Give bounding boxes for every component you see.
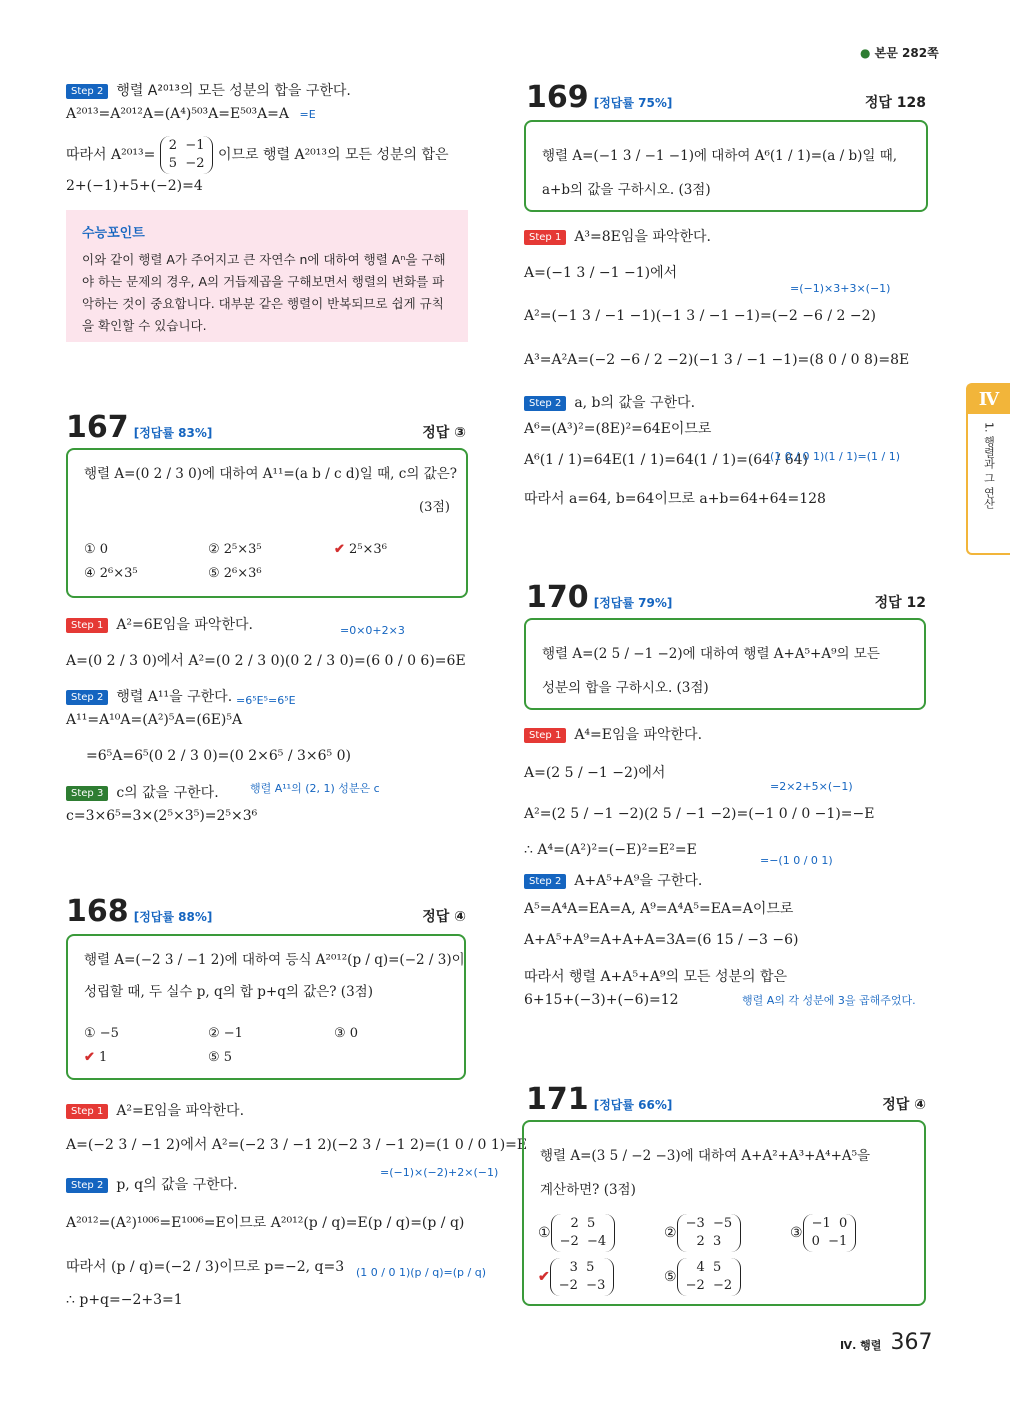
problem-169-box: 행렬 A=(−1 3 / −1 −1)에 대하여 A⁶(1 / 1)=(a / b)일 때, a+b의 값을 구하시오. (3점) — [524, 120, 928, 212]
problem-171-box: 행렬 A=(3 5 / −2 −3)에 대하여 A+A²+A³+A⁴+A⁵을 계산하면? (3점) ①2 5 −2 −4 ②−3 −5 2 3 ③−1 0 0 −1 ✔3 5 −2 −3 ⑤4 5 −2 −2 — [522, 1120, 926, 1306]
correct-choice: ✔ 1 — [84, 1050, 108, 1065]
problem-170-box: 행렬 A=(2 5 / −1 −2)에 대하여 행렬 A+A⁵+A⁹의 모든 성분의 합을 구하시오. (3점) — [524, 618, 926, 710]
choice-3: ③−1 0 0 −1 — [790, 1214, 856, 1252]
p167-step1: Step 1 A²=6E임을 파악한다. — [66, 614, 253, 634]
p168-step1: Step 1 A²=E임을 파악한다. — [66, 1100, 244, 1120]
tip-title: 수능포인트 — [82, 226, 145, 241]
chapter-side-tab: Ⅳ 1. 행렬과 그 연산 — [966, 383, 1010, 555]
note: =E — [299, 108, 316, 121]
p167-step3: Step 3 c의 값을 구한다. — [66, 782, 219, 802]
check-icon: ✔ — [84, 1050, 95, 1065]
problem-167-header: 167 [정답률 83%] 정답 ③ — [66, 410, 466, 445]
left-top-line1: A²⁰¹³=A²⁰¹²A=(A⁴)⁵⁰³A=E⁵⁰³A=A =E — [66, 106, 316, 122]
choice-5: ⑤4 5 −2 −2 — [664, 1258, 741, 1296]
p170-step2: Step 2 A+A⁵+A⁹을 구한다. — [524, 870, 702, 890]
page-number: 367 — [890, 1330, 933, 1355]
problem-169-header: 169 [정답률 75%] 정답 128 — [526, 80, 926, 115]
p170-step1: Step 1 A⁴=E임을 파악한다. — [524, 724, 702, 744]
check-icon: ✔ — [334, 542, 345, 557]
left-top-step2: Step 2 행렬 A²⁰¹³의 모든 성분의 합을 구한다. — [66, 80, 351, 100]
page-reference: ● 본문 282쪽 — [860, 46, 939, 60]
footer: Ⅳ. 행렬 367 — [840, 1330, 933, 1355]
left-top-line2: 따라서 A²⁰¹³= 2 −1 5 −2 이므로 행렬 A²⁰¹³의 모든 성분의 합은 — [66, 136, 449, 174]
problem-171-header: 171 [정답률 66%] 정답 ④ — [526, 1082, 926, 1117]
choice-2: ②−3 −5 2 3 — [664, 1214, 741, 1252]
tip-box — [66, 210, 468, 342]
p169-step1: Step 1 A³=8E임을 파악한다. — [524, 226, 711, 246]
choice-1: ①2 5 −2 −4 — [538, 1214, 615, 1252]
p168-step2: Step 2 p, q의 값을 구한다. — [66, 1174, 238, 1194]
problem-167-box: 행렬 A=(0 2 / 3 0)에 대하여 A¹¹=(a b / c d)일 때, c의 값은? (3점) ① 0 ② 2⁵×3⁵ ✔ 2⁵×3⁶ ④ 2⁶×3⁵ ⑤ 2⁶×3⁶ — [66, 448, 468, 598]
choice-4-correct: ✔3 5 −2 −3 — [538, 1258, 614, 1296]
problem-168-box: 행렬 A=(−2 3 / −1 2)에 대하여 등식 A²⁰¹²(p / q)=(−2 / 3)이 성립할 때, 두 실수 p, q의 합 p+q의 값은? (3점) ① −5 ② −1 ③ 0 ✔ 1 ⑤ 5 — [66, 934, 466, 1080]
left-top-line3: 2+(−1)+5+(−2)=4 — [66, 178, 203, 194]
circle-icon: ● — [860, 46, 871, 60]
p169-step2: Step 2 a, b의 값을 구한다. — [524, 392, 695, 412]
matrix: 2 −1 5 −2 — [160, 136, 214, 174]
problem-170-header: 170 [정답률 79%] 정답 12 — [526, 580, 926, 615]
problem-168-header: 168 [정답률 88%] 정답 ④ — [66, 894, 466, 929]
check-icon: ✔ — [538, 1269, 550, 1285]
correct-choice: ✔ 2⁵×3⁶ — [334, 542, 387, 557]
p167-step2: Step 2 행렬 A¹¹을 구한다. — [66, 686, 232, 706]
tip-text: 이와 같이 행렬 A가 주어지고 큰 자연수 n에 대하여 행렬 Aⁿ을 구해야 하는 문제의 경우, A의 거듭제곱을 구해보면서 행렬의 변화를 파악하는 것이 중요합니다. 대부분 같은 행렬이 반복되므로 쉽게 규칙을 확인할 수 있습니다. — [82, 252, 446, 333]
